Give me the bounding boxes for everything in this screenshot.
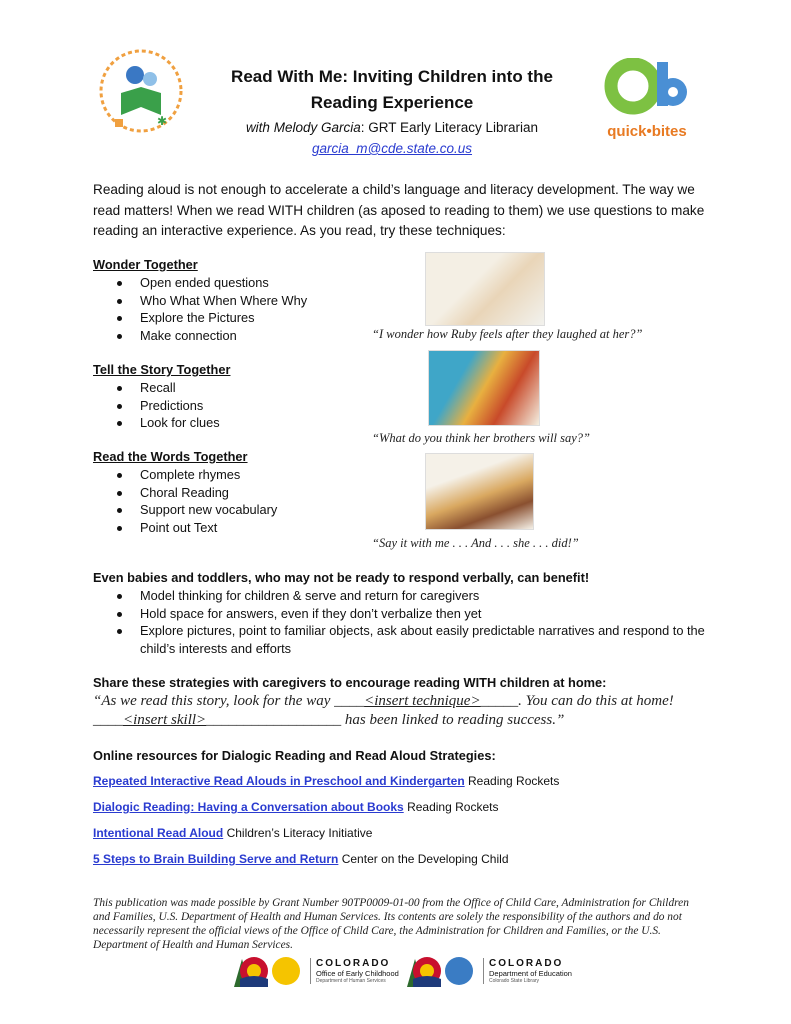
subtitle bbox=[150, 120, 634, 135]
logo-dept: Colorado State Library bbox=[489, 978, 540, 984]
email-link[interactable]: garcia_m@cde.state.co.us bbox=[311, 141, 473, 156]
intro-paragraph: Reading aloud is not enough to accelerate a child’s language and literacy development. The way we read matters! When we read WITH children (as aposed to reading to them) we use questions to make reading an interactive experience. As you read, try these techniques: bbox=[93, 182, 705, 238]
email-line bbox=[150, 141, 634, 156]
resource-source: Reading Rockets bbox=[407, 800, 499, 814]
story-list bbox=[93, 379, 220, 432]
list-item: Make connection bbox=[93, 327, 307, 345]
list-item: Recall bbox=[93, 379, 220, 397]
list-item: Explore the Pictures bbox=[93, 309, 307, 327]
author-name: with Melody Garcia bbox=[245, 120, 361, 135]
list-item: Hold space for answers, even if they don’t verbalize then yet bbox=[93, 605, 713, 623]
title-line-1: Read With Me: Inviting Children into the bbox=[231, 67, 553, 86]
resource-source: Reading Rockets bbox=[468, 774, 560, 788]
caption-1: “I wonder how Ruby feels after they laughed at her?” bbox=[372, 327, 643, 341]
caption-2: “What do you think her brothers will say?” bbox=[372, 431, 590, 445]
colorado-cde-logo bbox=[405, 953, 572, 989]
logo-office: Office of Early Childhood bbox=[316, 969, 399, 978]
resource-source: Children’s Literacy Initiative bbox=[226, 826, 373, 840]
list-item: Complete rhymes bbox=[93, 466, 277, 484]
script-part: _____. You can do this at home! bbox=[480, 693, 674, 709]
skill-placeholder: <insert skill> bbox=[123, 712, 207, 728]
logo-office: Department of Education bbox=[489, 969, 572, 978]
resource-link[interactable]: Repeated Interactive Read Alouds in Preschool and Kindergarten bbox=[93, 774, 465, 788]
list-item: Look for clues bbox=[93, 414, 220, 432]
resource-link[interactable]: Intentional Read Aloud bbox=[93, 826, 224, 840]
section-heading-story: Tell the Story Together bbox=[93, 362, 231, 377]
resource-link[interactable]: 5 Steps to Brain Building Serve and Return bbox=[93, 852, 339, 866]
logo-state: COLORADO bbox=[489, 958, 564, 969]
section-heading-words: Read the Words Together bbox=[93, 449, 248, 464]
wonder-list bbox=[93, 274, 307, 344]
caregiver-script bbox=[93, 692, 733, 730]
resource-item bbox=[93, 852, 509, 866]
resource-link[interactable]: Dialogic Reading: Having a Conversation about Books bbox=[93, 800, 404, 814]
title-line-2: Reading Experience bbox=[310, 93, 474, 112]
resource-item bbox=[93, 800, 498, 814]
blank: ____ bbox=[93, 712, 123, 728]
share-heading: Share these strategies with caregivers to encourage reading WITH children at home: bbox=[93, 675, 607, 690]
colorado-c-icon bbox=[232, 953, 302, 989]
book-illustration-1 bbox=[425, 252, 545, 326]
script-part: “As we read this story, look for the way ____ bbox=[93, 693, 365, 709]
resources-heading: Online resources for Dialogic Reading and Read Aloud Strategies: bbox=[93, 748, 496, 763]
disclaimer: This publication was made possible by Grant Number 90TP0009-01-00 from the Office of Child Care, Administration for Children and Families, U.S. Department of Health and Human Services. Its contents are solely the responsibility of the authors and do not necessarily represent the official views of the Office of Child Care, the Administration for Children and Families, or the U.S. Department of Health and Human Services. bbox=[93, 897, 689, 951]
book-illustration-3 bbox=[425, 453, 534, 530]
resource-item bbox=[93, 826, 372, 840]
list-item: Support new vocabulary bbox=[93, 501, 277, 519]
quick-bites-wordmark: quick•bites bbox=[607, 123, 687, 140]
colorado-oec-logo bbox=[232, 953, 399, 989]
book-illustration-2 bbox=[428, 350, 540, 426]
section-heading-wonder: Wonder Together bbox=[93, 257, 198, 272]
logo-dept: Department of Human Services bbox=[316, 978, 386, 984]
logo-state: COLORADO bbox=[316, 958, 391, 969]
script-part: has been linked to reading success.” bbox=[341, 712, 565, 728]
author-role: : GRT Early Literacy Librarian bbox=[360, 120, 539, 135]
babies-heading: Even babies and toddlers, who may not be ready to respond verbally, can benefit! bbox=[93, 570, 590, 585]
list-item: Model thinking for children & serve and return for caregivers bbox=[93, 587, 713, 605]
svg-text:✱: ✱ bbox=[157, 114, 168, 128]
technique-placeholder: <insert technique> bbox=[364, 693, 481, 709]
quick-bites-logo bbox=[595, 58, 699, 138]
list-item: Who What When Where Why bbox=[93, 292, 307, 310]
list-item: Choral Reading bbox=[93, 484, 277, 502]
words-list bbox=[93, 466, 277, 536]
list-item: Point out Text bbox=[93, 519, 277, 537]
babies-list bbox=[93, 587, 713, 657]
list-item: Predictions bbox=[93, 397, 220, 415]
list-item: Open ended questions bbox=[93, 274, 307, 292]
caption-3: “Say it with me . . . And . . . she . . . did!” bbox=[372, 536, 579, 550]
list-item: Explore pictures, point to familiar objects, ask about easily predictable narratives and respond to the child’s interests and efforts bbox=[93, 622, 713, 657]
resource-source: Center on the Developing Child bbox=[341, 852, 509, 866]
blank: __________________ bbox=[206, 712, 342, 728]
colorado-c-icon bbox=[405, 953, 475, 989]
resource-item bbox=[93, 774, 559, 788]
